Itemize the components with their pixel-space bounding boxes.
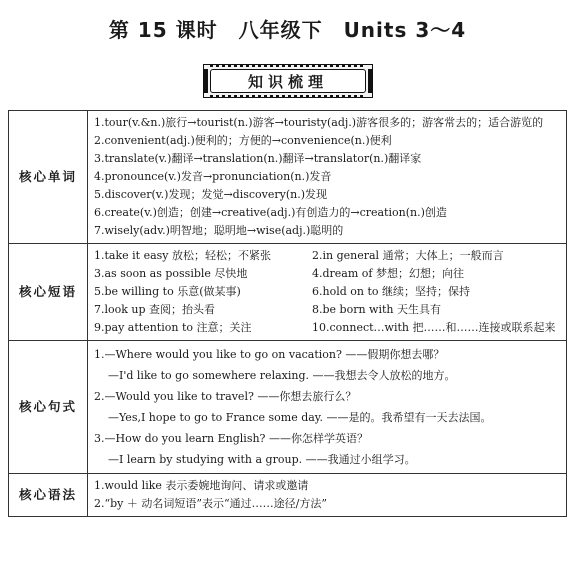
grammar-item: 2.“by ＋ 动名词短语”表示“通过……途径/方法”	[94, 497, 327, 510]
word-item: 7.wisely(adv.)明智地；聪明地→wise(adj.)聪明的	[94, 224, 344, 237]
page-title: 第 15 课时 八年级下 Units 3～4	[108, 18, 467, 42]
word-item: 1.tour(v.&n.)旅行→tourist(n.)游客→touristy(adj.)游客很多的；游客常去的；适合游览的	[94, 116, 544, 129]
core-words-list	[88, 111, 567, 244]
phrase-row	[94, 247, 562, 265]
sentence-item: 2.—Would you like to travel? ——你想去旅行么？	[94, 390, 357, 403]
banner-ornament-left	[204, 69, 208, 93]
phrase-item: 9.pay attention to 注意；关注	[94, 321, 252, 334]
row-core-sentences	[9, 341, 567, 474]
sentence-item: 1.—Where would you like to go on vacation? ——假期你想去哪？	[94, 348, 445, 361]
grammar-item: 1.would like 表示委婉地询问、请求或邀请	[94, 479, 309, 492]
row-core-phrases	[9, 244, 567, 341]
phrase-item: 1.take it easy 放松；轻松；不紧张	[94, 249, 272, 262]
label-core-words: 核心单词	[9, 111, 88, 244]
label-core-sentences: 核心句式	[9, 341, 88, 474]
phrase-item: 10.connect…with 把……和……连接或联系起来	[312, 321, 556, 334]
banner-title: 知识梳理	[210, 69, 366, 93]
word-item: 4.pronounce(v.)发音→pronunciation(n.)发音	[94, 170, 332, 183]
phrase-row	[94, 283, 562, 301]
core-phrases-list	[88, 244, 567, 341]
word-item: 3.translate(v.)翻译→translation(n.)翻译→translator(n.)翻译家	[94, 152, 422, 165]
phrase-row	[94, 319, 562, 337]
phrase-item: 2.in general 通常；大体上；一般而言	[312, 249, 504, 262]
label-core-grammar: 核心语法	[9, 474, 88, 517]
phrase-row	[94, 265, 562, 283]
banner-ornament-right	[368, 69, 372, 93]
phrase-item: 5.be willing to 乐意(做某事)	[94, 285, 241, 298]
sentence-item: —I learn by studying with a group. ——我通过小组学习。	[108, 453, 416, 466]
sentence-item: —Yes,I hope to go to France some day. ——是的。我希望有一天去法国。	[108, 411, 492, 424]
banner-border-bottom	[210, 95, 366, 97]
core-sentences-list	[88, 341, 567, 474]
word-item: 5.discover(v.)发现；发觉→discovery(n.)发现	[94, 188, 328, 201]
knowledge-table	[8, 110, 567, 517]
phrase-item: 6.hold on to 继续；坚持；保持	[312, 285, 471, 298]
phrase-row	[94, 301, 562, 319]
phrase-item: 7.look up 查阅；抬头看	[94, 303, 216, 316]
word-item: 6.create(v.)创造；创建→creative(adj.)有创造力的→creation(n.)创造	[94, 206, 447, 219]
row-core-grammar	[9, 474, 567, 517]
core-grammar-list	[88, 474, 567, 517]
phrase-item: 4.dream of 梦想；幻想；向往	[312, 267, 464, 280]
phrase-item: 8.be born with 天生具有	[312, 303, 441, 316]
word-item: 2.convenient(adj.)便利的；方便的→convenience(n.)便利	[94, 134, 392, 147]
banner-border-top	[210, 65, 366, 67]
label-core-phrases: 核心短语	[9, 244, 88, 341]
sentence-item: 3.—How do you learn English? ——你怎样学英语？	[94, 432, 368, 445]
row-core-words	[9, 111, 567, 244]
sentence-item: —I'd like to go somewhere relaxing. ——我想去令人放松的地方。	[108, 369, 456, 382]
phrase-item: 3.as soon as possible 尽快地	[94, 267, 248, 280]
section-banner	[203, 64, 373, 98]
